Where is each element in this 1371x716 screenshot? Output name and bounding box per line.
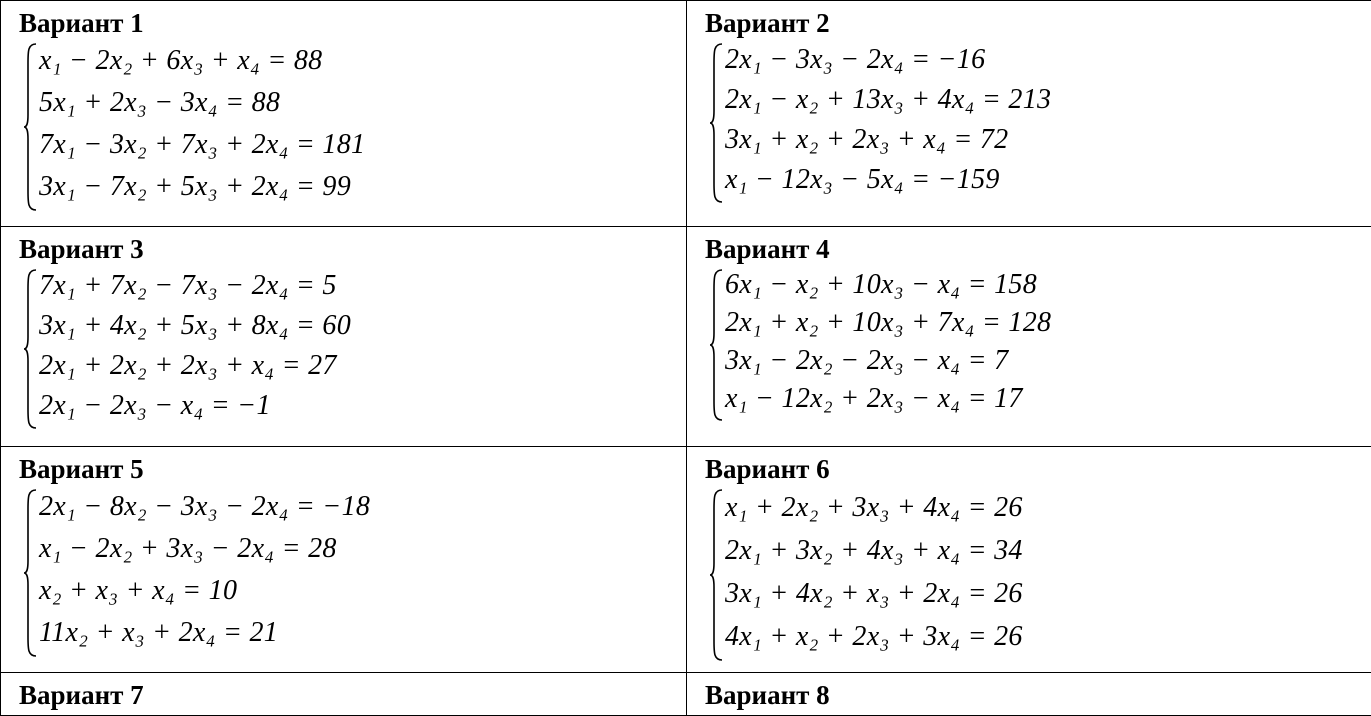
variant-title: Вариант 8 xyxy=(705,679,1371,711)
equation-system xyxy=(23,487,686,655)
equation: 2x₁ + 3x₂ + 4x₃ + x₄ = 34 xyxy=(725,530,1371,573)
variant-title: Вариант 1 xyxy=(19,7,686,39)
variant-cell-5 xyxy=(1,447,687,673)
equation: x₁ − 2x₂ + 6x₃ + x₄ = 88 xyxy=(39,41,686,83)
variant-cell-7 xyxy=(1,673,687,716)
left-brace-icon xyxy=(709,43,723,203)
variant-cell-1 xyxy=(1,1,687,227)
equation: x₁ − 12x₃ − 5x₄ = −159 xyxy=(725,161,1371,201)
equation: 3x₁ + 4x₂ + 5x₃ + 8x₄ = 60 xyxy=(39,307,686,347)
variant-cell-6 xyxy=(687,447,1371,673)
variant-title: Вариант 2 xyxy=(705,7,1371,39)
left-brace-icon xyxy=(709,269,723,421)
variant-title: Вариант 7 xyxy=(19,679,686,711)
variant-title: Вариант 4 xyxy=(705,233,1371,265)
equation: 2x₁ + 2x₂ + 2x₃ + x₄ = 27 xyxy=(39,347,686,387)
variant-title: Вариант 6 xyxy=(705,453,1371,485)
equation: 4x₁ + x₂ + 2x₃ + 3x₄ = 26 xyxy=(725,616,1371,659)
equation: 7x₁ − 3x₂ + 7x₃ + 2x₄ = 181 xyxy=(39,125,686,167)
equation: 3x₁ + 4x₂ + x₃ + 2x₄ = 26 xyxy=(725,573,1371,616)
variant-title: Вариант 5 xyxy=(19,453,686,485)
equation: 3x₁ − 7x₂ + 5x₃ + 2x₄ = 99 xyxy=(39,167,686,209)
equation: x₁ − 2x₂ + 3x₃ − 2x₄ = 28 xyxy=(39,529,686,571)
equation: 2x₁ + x₂ + 10x₃ + 7x₄ = 128 xyxy=(725,305,1371,343)
equation: 11x₂ + x₃ + 2x₄ = 21 xyxy=(39,613,686,655)
equation: x₁ − 12x₂ + 2x₃ − x₄ = 17 xyxy=(725,381,1371,419)
equation: 5x₁ + 2x₃ − 3x₄ = 88 xyxy=(39,83,686,125)
equation: x₁ + 2x₂ + 3x₃ + 4x₄ = 26 xyxy=(725,487,1371,530)
equation: 2x₁ − 2x₃ − x₄ = −1 xyxy=(39,387,686,427)
equation: 6x₁ − x₂ + 10x₃ − x₄ = 158 xyxy=(725,267,1371,305)
equation-system xyxy=(23,41,686,209)
left-brace-icon xyxy=(709,489,723,661)
equation: 2x₁ − 3x₃ − 2x₄ = −16 xyxy=(725,41,1371,81)
equation: x₂ + x₃ + x₄ = 10 xyxy=(39,571,686,613)
equation: 3x₁ + x₂ + 2x₃ + x₄ = 72 xyxy=(725,121,1371,161)
equation-system xyxy=(709,267,1371,419)
variant-cell-4 xyxy=(687,227,1371,447)
equation: 7x₁ + 7x₂ − 7x₃ − 2x₄ = 5 xyxy=(39,267,686,307)
variant-cell-3 xyxy=(1,227,687,447)
equation: 2x₁ − 8x₂ − 3x₃ − 2x₄ = −18 xyxy=(39,487,686,529)
variant-cell-8 xyxy=(687,673,1371,716)
left-brace-icon xyxy=(23,43,37,211)
left-brace-icon xyxy=(23,489,37,657)
equation-system xyxy=(709,41,1371,201)
left-brace-icon xyxy=(23,269,37,429)
equation: 3x₁ − 2x₂ − 2x₃ − x₄ = 7 xyxy=(725,343,1371,381)
equation-system xyxy=(709,487,1371,659)
variant-title: Вариант 3 xyxy=(19,233,686,265)
variant-cell-2 xyxy=(687,1,1371,227)
equation: 2x₁ − x₂ + 13x₃ + 4x₄ = 213 xyxy=(725,81,1371,121)
equation-system xyxy=(23,267,686,427)
